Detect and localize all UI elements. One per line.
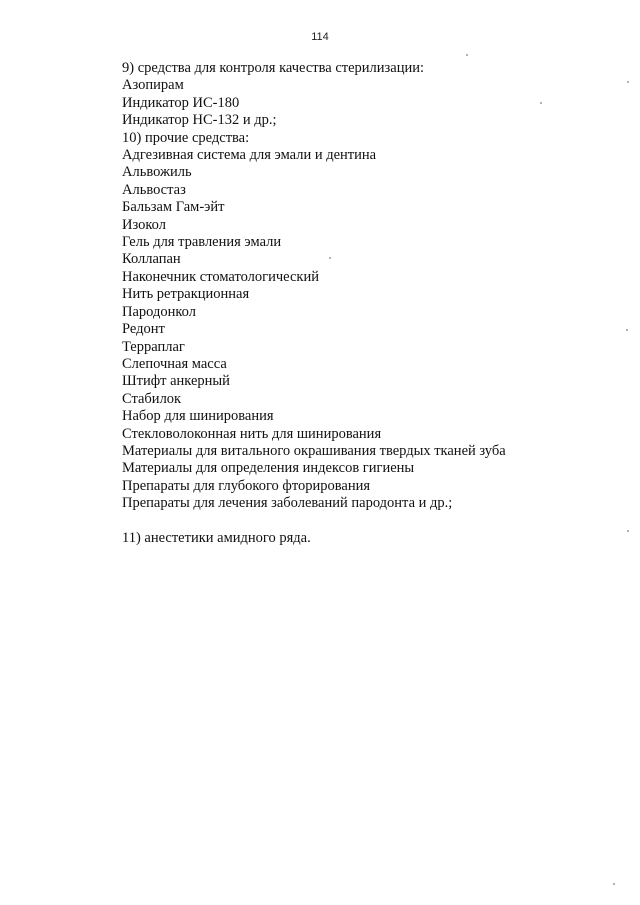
scan-speck [627,530,629,532]
list-item: Редонт [122,321,165,338]
scan-speck [466,54,468,56]
section-heading-9: 9) средства для контроля качества стерилизации: [122,60,425,76]
list-item: Индикатор НС-132 и др.; [122,112,277,129]
list-item: Адгезивная система для эмали и дентина [122,147,377,164]
page-number: 114 [311,31,329,43]
section-heading-11: 11) анестетики амидного ряда. [122,529,311,546]
document-body [122,60,602,547]
list-item: Гель для травления эмали [122,234,282,251]
scan-speck [626,329,628,331]
list-item: Пародонкол [122,303,196,320]
list-item: Набор для шинирования [122,408,274,425]
scan-speck [627,81,629,83]
list-item: Наконечник стоматологический [122,268,319,285]
list-item: Альвожиль [122,164,192,181]
list-item: Препараты для глубокого фторирования [122,477,371,494]
list-item: Стекловолоконная нить для шинирования [122,425,382,442]
blank-line [122,513,602,530]
list-item: Штифт анкерный [122,373,230,390]
list-item: Изокол [122,216,166,233]
list-item: Материалы для витального окрашивания твердых тканей зуба [122,442,506,459]
scan-speck [613,883,615,885]
list-item: Слепочная масса [122,355,227,372]
list-item: Азопирам [122,77,184,94]
list-item: Альвостаз [122,181,186,198]
list-item: Стабилок [122,390,182,407]
list-item: Препараты для лечения заболеваний пародонта и др.; [122,495,453,512]
list-item: Бальзам Гам-эйт [122,199,225,216]
scan-speck [540,102,542,104]
list-item: Индикатор ИС-180 [122,94,240,111]
scan-speck [329,257,331,259]
list-item: Материалы для определения индексов гигиены [122,460,415,477]
list-item: Терраплаг [122,338,185,355]
list-item: Коллапан [122,251,181,268]
list-item: Нить ретракционная [122,286,250,303]
section-heading-10: 10) прочие средства: [122,129,250,146]
